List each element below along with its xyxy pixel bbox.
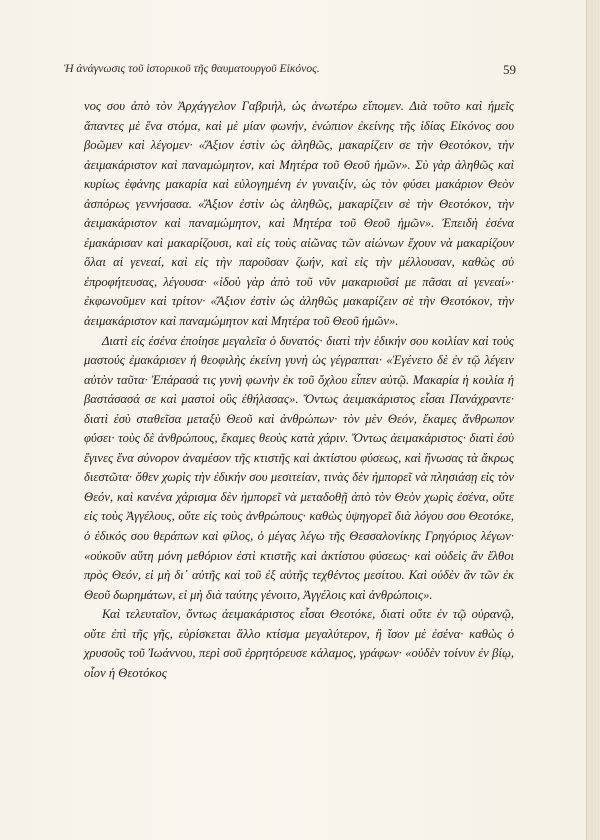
- page-edge-stack: [586, 0, 600, 840]
- paragraph-1: νος σου ἀπὸ τὸν Ἀρχάγγελον Γαβριήλ, ὡς ἀνωτέρω εἴπομεν. Διὰ τοῦτο καὶ ἡμεῖς ἅπαντες μὲ ἕνα στόμα, καὶ μὲ μίαν φωνήν, ἐνώπιον ἐκείνης τῆς ἰδίας Εἰκόνος σου βοῶμεν καὶ λέγομεν· «Ἄξιον ἐστὶν ὡς ἀληθῶς, μακαρίζειν σε τὴν Θεοτόκον, τὴν ἀειμακάριστον καὶ παναμώμητον, καὶ Μητέρα τοῦ Θεοῦ ἡμῶν». Σὺ γὰρ ἀληθῶς καὶ κυρίως ἐφάνης μακαρία καὶ εὐλογημένη ἐν γυναιξίν, ὡς τὸν φύσει μακάριον Θεὸν ἀσπόρως γεννήσασα. «Ἄξιον ἐστὶν ὡς ἀληθῶς, μακαρίζειν σὲ τὴν Θεοτόκον, τὴν ἀειμακάριστον καὶ παναμώμητον, καὶ Μητέρα τοῦ Θεοῦ ἡμῶν». Ἐπειδὴ ἐσένα ἐμακάρισαν καὶ μακαρίζουσι, καὶ εἰς τοὺς αἰῶνας τῶν αἰώνων ἔχουν νὰ μακαρίζουν ὅλαι αἱ γενεαί, καὶ εἰς τὴν παροῦσαν ζωήν, καὶ εἰς τὴν μέλλουσαν, καθὼς σὺ ἐπροφήτευσας, λέγουσα· «ἰδοὺ γὰρ ἀπὸ τοῦ νῦν μακαριοῦσί με πᾶσαι αἱ γενεαί»· ἐκφωνοῦμεν καὶ τρίτον· «Ἄξιον ἐστὶν ὡς ἀληθῶς μακαρίζειν σὲ τὴν Θεοτόκον, τὴν ἀειμακάριστον καὶ παναμώμητον καὶ Μητέρα τοῦ Θεοῦ ἡμῶν».: [84, 99, 514, 329]
- body-text: [84, 97, 514, 683]
- running-header: Ἡ ἀνάγνωσις τοῦ ἱστορικοῦ τῆς θαυματουργοῦ Εἰκόνος.: [64, 62, 320, 75]
- paragraph-2: Διατὶ εἰς ἐσένα ἐποίησε μεγαλεῖα ὁ δυνατός· διατὶ τὴν ἐδικήν σου κοιλίαν καὶ τοὺς μαστούς ἐμακάρισεν ἡ θεοφιλὴς ἐκείνη γυνὴ ὡς γέγραπται· «Ἐγένετο δὲ ἐν τῷ λέγειν αὐτὸν ταῦτα· Ἐπάρασά τις γυνὴ φωνὴν ἐκ τοῦ ὄχλου εἶπεν αὐτῷ. Μακαρία ἡ κοιλία ἡ βαστάσασά σε καὶ μαστοὶ οὓς ἐθήλασας». Ὄντως ἀειμακάριστος εἶσαι Πανάχραντε· διατὶ ἐσὺ σταθεῖσα μεταξὺ Θεοῦ καὶ ἀνθρώπων· τὸν μὲν Θεόν, ἔκαμες ἄνθρωπον φύσει· τοὺς δὲ ἀνθρώπους, ἔκαμες θεοὺς κατὰ χάριν. Ὄντως ἀειμακάριστος· διατὶ ἐσὺ ἔγινες ἕνα σύνορον ἀναμέσον τῆς κτιστῆς καὶ ἀκτίστου φύσεως, καὶ ἤνωσας τὰ ἄκρως διεστῶτα· ὅθεν χωρὶς τὴν ἐδικήν σου μεσιτείαν, τινὰς δὲν ἠμπορεῖ νὰ πλησιάσῃ εἰς τὸν Θεόν, καὶ κανένα χάρισμα δὲν ἠμπορεῖ νὰ μεταδοθῇ ἀπὸ τὸν Θεὸν χωρὶς ἐσένα, οὔτε εἰς τοὺς Ἀγγέλους, οὔτε εἰς τοὺς ἀνθρώπους· καθὼς ὑψηγορεῖ διὰ λόγου σου Θεοτόκε, ὁ ἐδικός σου θεράπων καὶ φίλος, ὁ μέγας λέγω τῆς Θεσσαλονίκης Γρηγόριος λέγων· «οὐκοῦν αὕτη μόνη μεθόριον ἐστὶ κτιστῆς καὶ ἀκτίστου φύσεως· καὶ οὐδεὶς ἂν ἔλθοι πρὸς Θεόν, εἰ μὴ δι᾽ αὐτῆς καὶ τοῦ ἐξ αὐτῆς τεχθέντος μεσίτου. Καὶ οὐδὲν ἂν τῶν ἐκ Θεοῦ δωρημάτων, εἰ μὴ διὰ ταύτης γένοιτο, Ἀγγέλοις καὶ ἀνθρώποις».: [84, 333, 514, 602]
- paragraph-3: Καὶ τελευταῖον, ὄντως ἀειμακάριστος εἶσαι Θεοτόκε, διατὶ οὔτε ἐν τῷ οὐρανῷ, οὔτε ἐπὶ τῆς γῆς, εὑρίσκεται ἄλλο κτίσμα μεγαλύτερον, ἢ ἴσον μὲ ἐσένα· καθὼς ὁ χρυσοῦς τοῦ Ἰωάννου, περὶ σοῦ ἐρρητόρευσε κάλαμος, γράφων· «οὐδὲν τοίνυν ἐν βίῳ, οἷον ἡ Θεοτόκος: [84, 607, 514, 680]
- page-number: 59: [503, 62, 516, 77]
